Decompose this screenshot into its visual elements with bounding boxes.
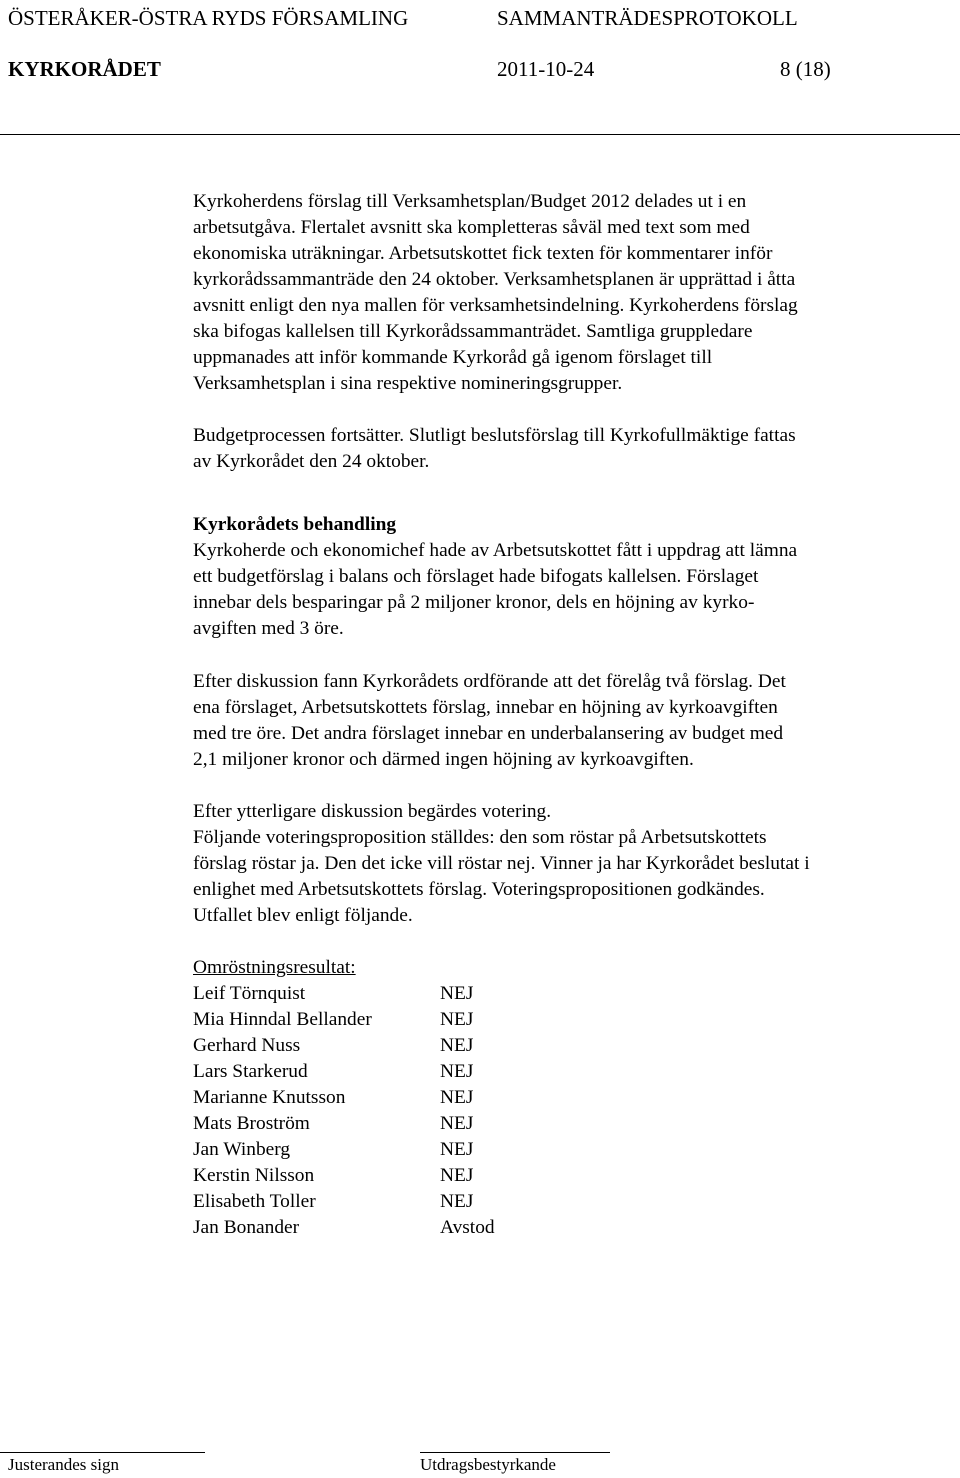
certification-line xyxy=(420,1452,610,1453)
text-line: ena förslaget, Arbetsutskottets förslag, innebar en höjning av kyrkoavgiften xyxy=(193,697,778,718)
footer-signature-label: Justerandes sign xyxy=(8,1455,119,1474)
text-line: Efter diskussion fann Kyrkorådets ordförande att det förelåg två förslag. Det xyxy=(193,671,786,692)
vote-value: NEJ xyxy=(440,983,474,1004)
text-line: förslag röstar ja. Den det icke vill röstar nej. Vinner ja har Kyrkorådet beslutat i xyxy=(193,853,810,874)
paragraph-budget-proposal xyxy=(193,189,798,397)
vote-row xyxy=(193,1215,693,1241)
text-line: avsnitt enligt den nya mallen för verksamhetsindelning. Kyrkoherdens förslag xyxy=(193,295,798,316)
voter-name: Kerstin Nilsson xyxy=(193,1165,315,1186)
vote-results-title: Omröstningsresultat: xyxy=(193,957,356,978)
voter-name: Jan Bonander xyxy=(193,1217,300,1238)
vote-value: NEJ xyxy=(440,1035,474,1056)
paragraph-budget-process xyxy=(193,423,796,475)
footer-certification-label: Utdragsbestyrkande xyxy=(420,1455,556,1474)
voter-name: Leif Törnquist xyxy=(193,983,306,1004)
text-line: Kyrkoherdens förslag till Verksamhetsplan/Budget 2012 delades ut i en xyxy=(193,191,747,212)
vote-row xyxy=(193,1189,693,1215)
body-name: KYRKORÅDET xyxy=(8,57,161,81)
vote-row xyxy=(193,1163,693,1189)
page-number: 8 (18) xyxy=(780,57,831,81)
text-line: Budgetprocessen fortsätter. Slutligt beslutsförslag till Kyrkofullmäktige fattas xyxy=(193,425,796,446)
voter-name: Marianne Knutsson xyxy=(193,1087,346,1108)
meeting-date: 2011-10-24 xyxy=(497,57,595,81)
voter-name: Lars Starkerud xyxy=(193,1061,308,1082)
vote-value: NEJ xyxy=(440,1113,474,1134)
text-line: ekonomiska uträkningar. Arbetsutskottet fick texten för kommentarer inför xyxy=(193,243,773,264)
vote-row xyxy=(193,1137,693,1163)
text-line: enlighet med Arbetsutskottets förslag. Voteringspropositionen godkändes. xyxy=(193,879,765,900)
vote-row xyxy=(193,1111,693,1137)
vote-value: NEJ xyxy=(440,1165,474,1186)
voter-name: Elisabeth Toller xyxy=(193,1191,316,1212)
voter-name: Mats Broström xyxy=(193,1113,310,1134)
vote-value: Avstod xyxy=(440,1217,495,1238)
text-line: ska bifogas kallelsen till Kyrkorådssammanträdet. Samtliga gruppledare xyxy=(193,321,753,342)
document-type: SAMMANTRÄDESPROTOKOLL xyxy=(497,6,798,30)
vote-row xyxy=(193,1059,693,1085)
vote-row xyxy=(193,981,693,1007)
text-line: innebar dels besparingar på 2 miljoner kronor, dels en höjning av kyrko- xyxy=(193,592,755,613)
text-line: avgiften med 3 öre. xyxy=(193,618,344,639)
vote-value: NEJ xyxy=(440,1191,474,1212)
vote-value: NEJ xyxy=(440,1061,474,1082)
text-line: 2,1 miljoner kronor och därmed ingen höjning av kyrkoavgiften. xyxy=(193,749,694,770)
section-council-treatment xyxy=(193,512,797,642)
signature-line xyxy=(0,1452,205,1453)
text-line: av Kyrkorådet den 24 oktober. xyxy=(193,451,430,472)
text-line: kyrkorådssammanträde den 24 oktober. Verksamhetsplanen är upprättad i åtta xyxy=(193,269,796,290)
vote-row xyxy=(193,1085,693,1111)
vote-results xyxy=(193,955,693,1241)
text-line: arbetsutgåva. Flertalet avsnitt ska kompletteras såväl med text som med xyxy=(193,217,750,238)
header-divider xyxy=(0,134,960,135)
section-heading: Kyrkorådets behandling xyxy=(193,514,397,535)
text-line: Verksamhetsplan i sina respektive nomineringsgrupper. xyxy=(193,373,623,394)
voter-name: Gerhard Nuss xyxy=(193,1035,301,1056)
paragraph-voting xyxy=(193,799,810,929)
text-line: Kyrkoherde och ekonomichef hade av Arbetsutskottet fått i uppdrag att lämna xyxy=(193,540,798,561)
vote-row xyxy=(193,1007,693,1033)
vote-row xyxy=(193,1033,693,1059)
vote-value: NEJ xyxy=(440,1139,474,1160)
text-line: ett budgetförslag i balans och förslaget hade bifogats kallelsen. Förslaget xyxy=(193,566,759,587)
voter-name: Jan Winberg xyxy=(193,1139,291,1160)
vote-value: NEJ xyxy=(440,1009,474,1030)
text-line: uppmanades att inför kommande Kyrkoråd gå igenom förslaget till xyxy=(193,347,713,368)
text-line: Utfallet blev enligt följande. xyxy=(193,905,413,926)
text-line: med tre öre. Det andra förslaget innebar en underbalansering av budget med xyxy=(193,723,784,744)
text-line: Efter ytterligare diskussion begärdes votering. xyxy=(193,801,552,822)
voter-name: Mia Hinndal Bellander xyxy=(193,1009,372,1030)
vote-value: NEJ xyxy=(440,1087,474,1108)
text-line: Följande voteringsproposition ställdes: den som röstar på Arbetsutskottets xyxy=(193,827,767,848)
parish-name: ÖSTERÅKER-ÖSTRA RYDS FÖRSAMLING xyxy=(8,6,409,30)
paragraph-two-proposals xyxy=(193,669,786,773)
